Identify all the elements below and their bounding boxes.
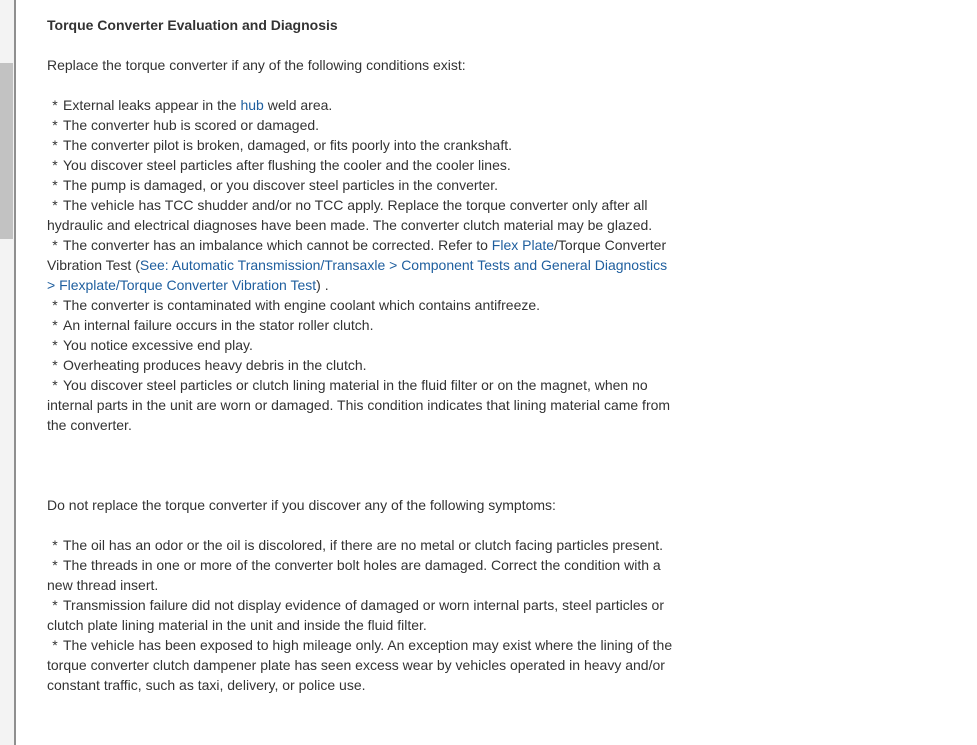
list-item: * The converter hub is scored or damaged. <box>52 117 320 133</box>
list-item: * External leaks appear in the hub weld area. <box>52 97 333 113</box>
list-item: * You notice excessive end play. <box>52 337 253 353</box>
list-item: * Transmission failure did not display evidence of damaged or worn internal parts, steel particles or clutch plate lining material in the unit and inside the fluid filter. <box>47 597 665 633</box>
list-item: * The converter is contaminated with engine coolant which contains antifreeze. <box>52 297 541 313</box>
list-item: * You discover steel particles or clutch lining material in the fluid filter or on the magnet, when no internal parts in the unit are worn or damaged. This condition indicates that lining material came from the converter. <box>47 377 671 433</box>
vibration-test-link[interactable]: See: Automatic Transmission/Transaxle > Component Tests and General Diagnostics > Flexplate/Torque Converter Vibration Test <box>47 257 668 293</box>
list-item: * The threads in one or more of the converter bolt holes are damaged. Correct the condition with a new thread insert. <box>47 557 661 593</box>
list-item: * The pump is damaged, or you discover steel particles in the converter. <box>52 177 498 193</box>
flex-plate-link[interactable]: Flex Plate <box>491 237 555 253</box>
hub-link[interactable]: hub <box>240 97 264 113</box>
list-item: * The converter pilot is broken, damaged, or fits poorly into the crankshaft. <box>52 137 513 153</box>
page-title: Torque Converter Evaluation and Diagnosis <box>47 17 338 33</box>
list-item: * The vehicle has been exposed to high mileage only. An exception may exist where the lining of the torque converter clutch dampener plate has seen excess wear by vehicles operated in heavy and/or constant traffic, such as taxi, delivery, or police use. <box>47 637 673 693</box>
document-content <box>47 15 677 695</box>
list-item: * You discover steel particles after flushing the cooler and the cooler lines. <box>52 157 511 173</box>
replace-intro: Replace the torque converter if any of the following conditions exist: <box>47 57 466 73</box>
list-item: * The converter has an imbalance which cannot be corrected. Refer to Flex Plate/Torque Converter Vibration Test (See: Automatic Transmission/Transaxle > Component Tests and General Diagnostics > Flexplate/Torque Converter Vibration Test) . <box>47 237 668 293</box>
list-item: * The vehicle has TCC shudder and/or no TCC apply. Replace the torque converter only after all hydraulic and electrical diagnoses have been made. The converter clutch material may be glazed. <box>47 197 653 233</box>
noreplace-intro: Do not replace the torque converter if you discover any of the following symptoms: <box>47 497 556 513</box>
list-item: * An internal failure occurs in the stator roller clutch. <box>52 317 374 333</box>
list-item: * The oil has an odor or the oil is discolored, if there are no metal or clutch facing particles present. <box>52 537 663 553</box>
scrollbar-thumb[interactable] <box>0 63 13 239</box>
list-item: * Overheating produces heavy debris in the clutch. <box>52 357 367 373</box>
